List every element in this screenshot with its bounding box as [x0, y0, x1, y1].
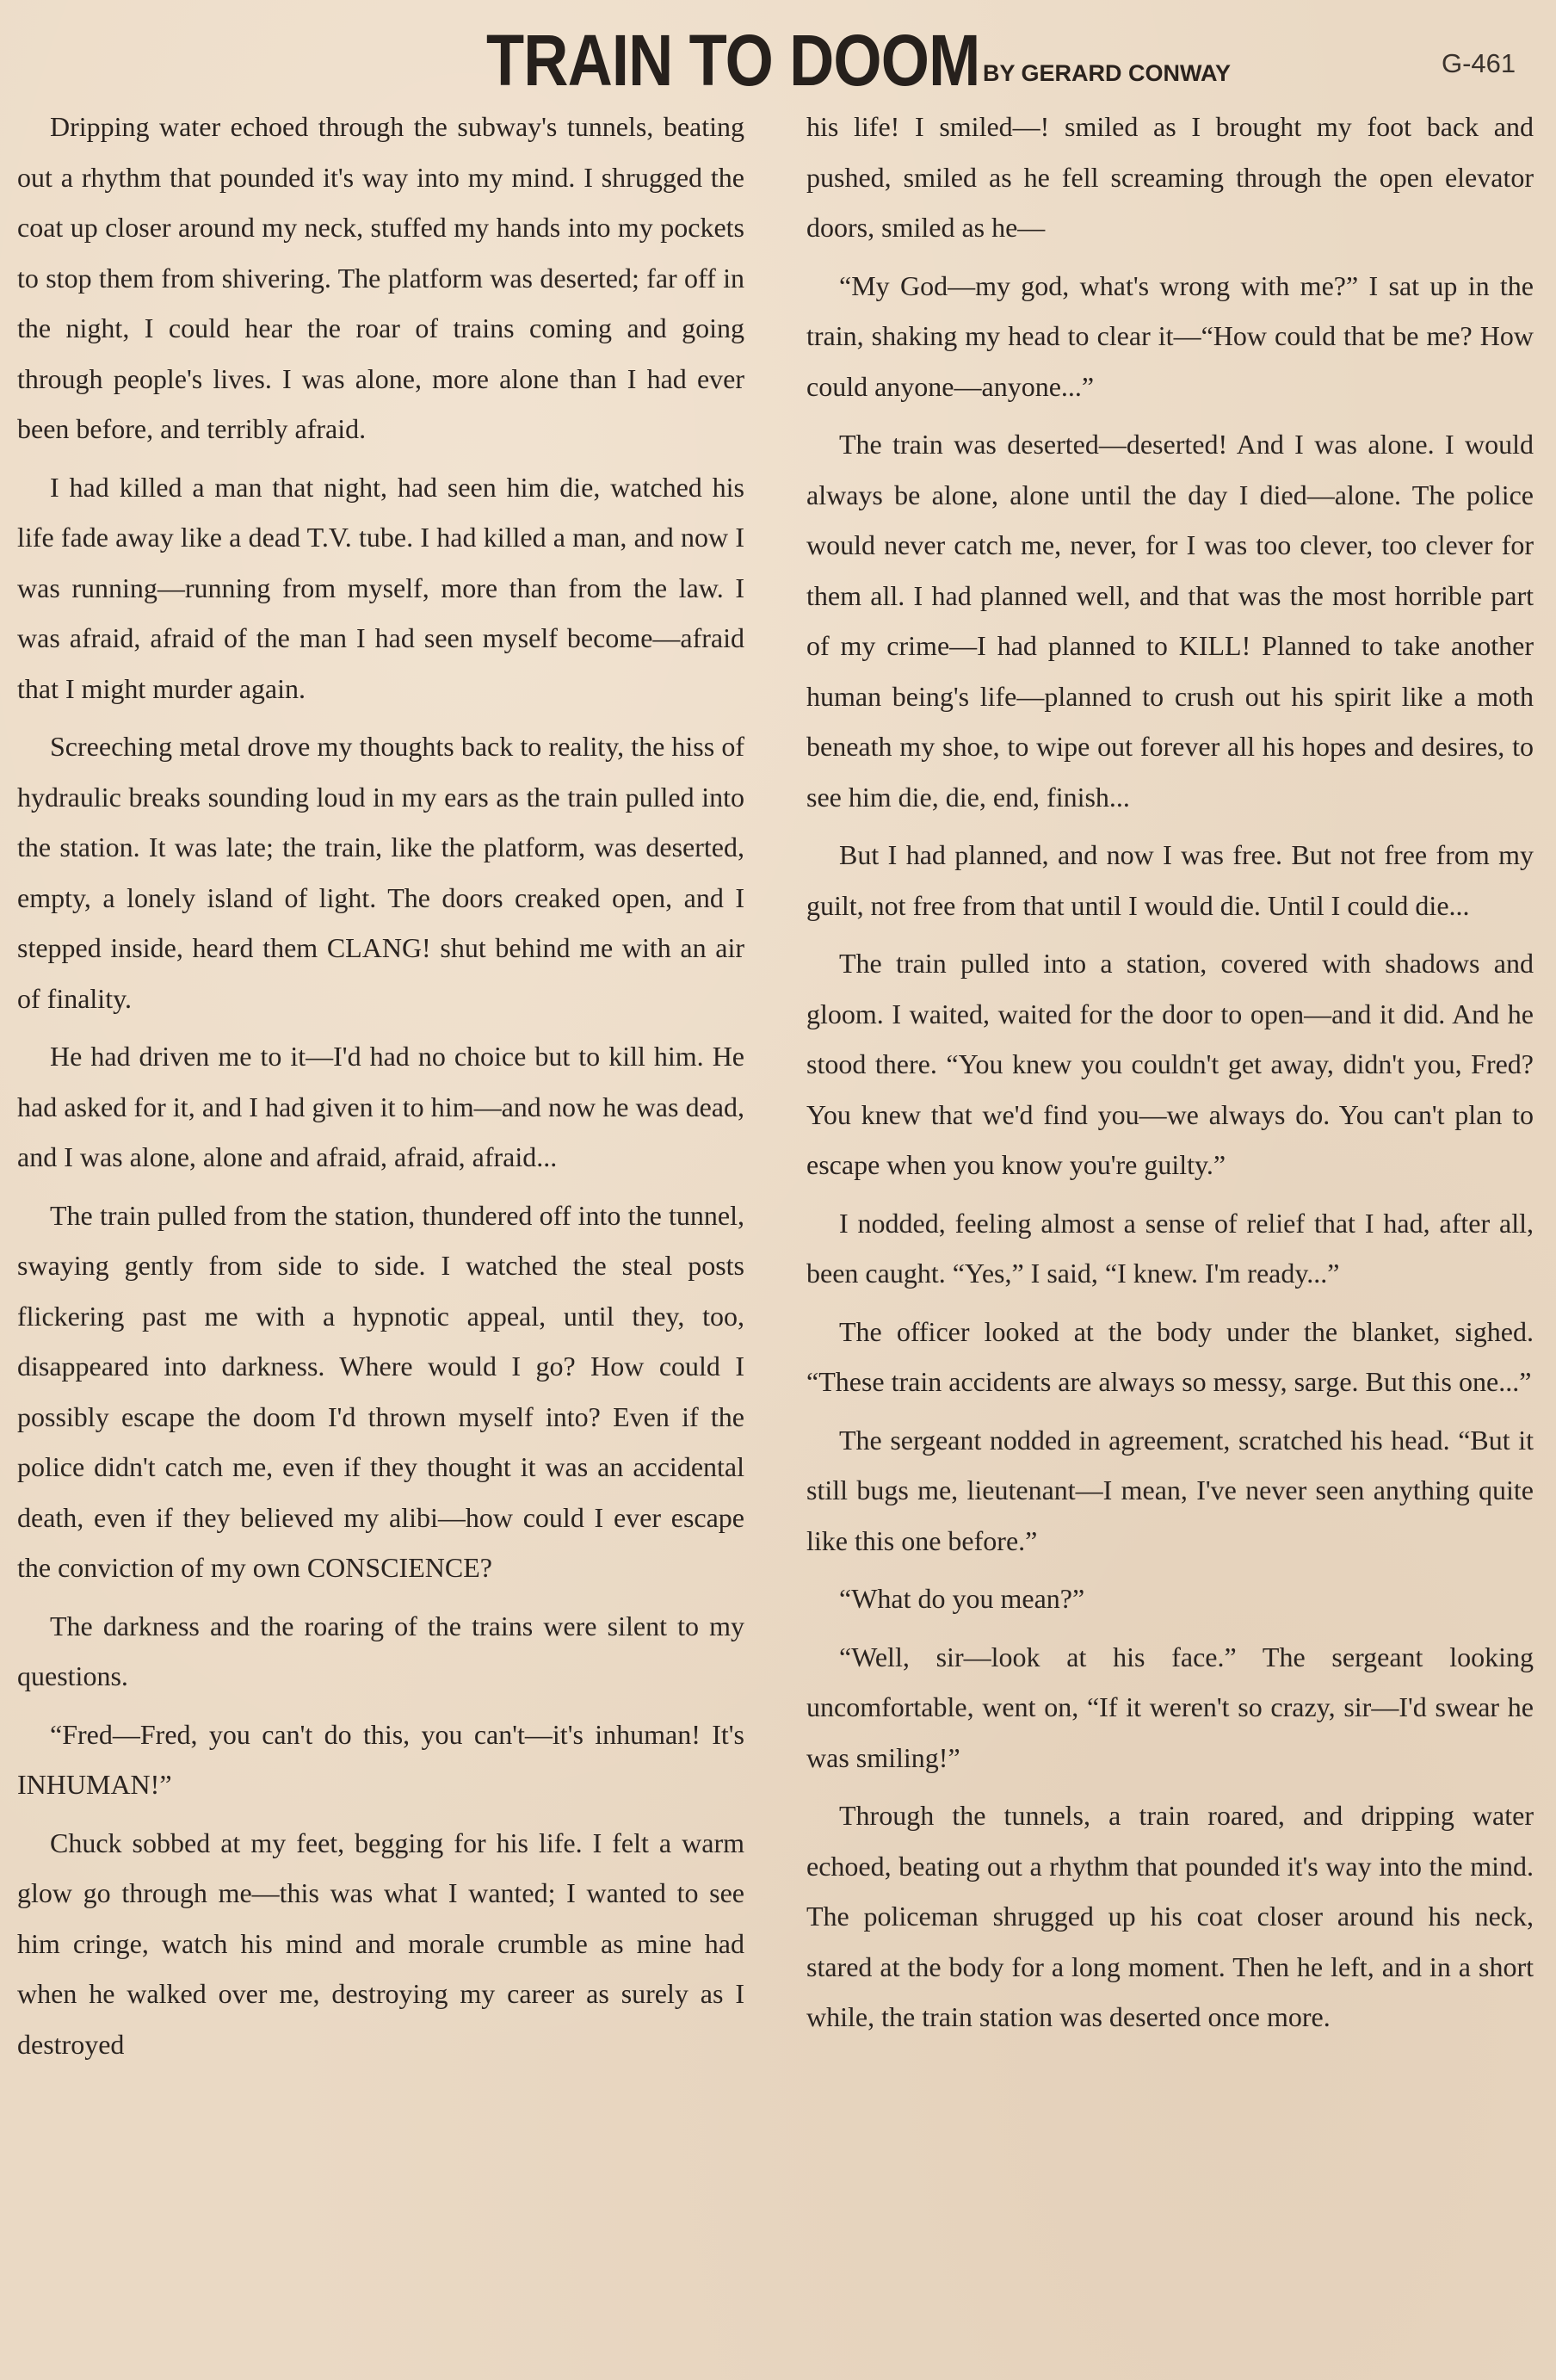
paragraph: The train pulled from the station, thundered off into the tunnel, swaying gently from side to side. I watched the steal posts flickering past me with a hypnotic appeal, until they, too, disappeared into darkness. Where would I go? How could I possibly escape the doom I'd thrown myself into? Even if the police didn't catch me, even if they thought it was an accidental death, even if they believed my alibi—how could I ever escape the conviction of my own CONSCIENCE?: [17, 1199, 744, 1583]
story-title: TRAIN TO DOOM: [486, 20, 980, 101]
page-code: G-461: [1442, 48, 1516, 78]
story-header: [0, 17, 1556, 103]
paragraph: Dripping water echoed through the subway's tunnels, beating out a rhythm that pounded it's way into my mind. I shrugged the coat up closer around my neck, stuffed my hands into my pockets to stop them from shivering. The platform was deserted; far off in the night, I could hear the roar of trains coming and going through people's lives. I was alone, more alone than I had ever been before, and terribly afraid.: [17, 111, 744, 444]
paragraph: The sergeant nodded in agreement, scratched his head. “But it still bugs me, lieutenant—I mean, I've never seen anything quite like this one before.”: [806, 1424, 1534, 1556]
author-byline: BY GERARD CONWAY: [983, 60, 1232, 86]
paragraph: He had driven me to it—I'd had no choice but to kill him. He had asked for it, and I had given it to him—and now he was dead, and I was alone, alone and afraid, afraid, afraid...: [17, 1041, 744, 1172]
paragraph: The darkness and the roaring of the trains were silent to my questions.: [17, 1610, 744, 1691]
paragraph: Screeching metal drove my thoughts back to reality, the hiss of hydraulic breaks sounding loud in my ears as the train pulled into the station. It was late; the train, like the platform, was deserted, empty, a lonely island of light. The doors creaked open, and I stepped inside, heard them CLANG! shut behind me with an air of finality.: [17, 731, 744, 1014]
right-column: [806, 102, 1534, 2050]
left-column: [17, 102, 744, 2077]
paragraph: “Well, sir—look at his face.” The sergeant looking uncomfortable, went on, “If it weren't so crazy, sir—I'd swear he was smiling!”: [806, 1641, 1534, 1773]
paragraph: The train was deserted—deserted! And I was alone. I would always be alone, alone until the day I died—alone. The police would never catch me, never, for I was too clever, too clever for them all. I had planned well, and that was the most horrible part of my crime—I had planned to KILL! Planned to take another human being's life—planned to crush out his spirit like a moth beneath my shoe, to wipe out forever all his hopes and desires, to see him die, die, end, finish...: [806, 429, 1534, 813]
paragraph: Through the tunnels, a train roared, and dripping water echoed, beating out a rhythm that pounded it's way into the mind. The policeman shrugged up his coat closer around his neck, stared at the body for a long moment. Then he left, and in a short while, the train station was deserted once more.: [806, 1800, 1534, 2032]
paragraph: Chuck sobbed at my feet, begging for his life. I felt a warm glow go through me—this was what I wanted; I wanted to see him cringe, watch his mind and morale crumble as mine had when he walked over me, destroying my career as surely as I destroyed: [17, 1827, 744, 2060]
paragraph: “My God—my god, what's wrong with me?” I sat up in the train, shaking my head to clear it—“How could that be me? How could anyone—anyone...”: [806, 269, 1534, 402]
paragraph: I nodded, feeling almost a sense of relief that I had, after all, been caught. “Yes,” I said, “I knew. I'm ready...”: [806, 1207, 1534, 1289]
paragraph: his life! I smiled—! smiled as I brought my foot back and pushed, smiled as he fell screaming through the open elevator doors, smiled as he—: [806, 111, 1534, 243]
paragraph: “What do you mean?”: [839, 1583, 1085, 1614]
paragraph: The train pulled into a station, covered with shadows and gloom. I waited, waited for the door to open—and it did. And he stood there. “You knew you couldn't get away, didn't you, Fred? You knew that we'd find you—we always do. You can't plan to escape when you know you're guilty.”: [806, 948, 1534, 1180]
paragraph: “Fred—Fred, you can't do this, you can't—it's inhuman! It's INHUMAN!”: [17, 1718, 744, 1800]
paragraph: The officer looked at the body under the blanket, sighed. “These train accidents are always so messy, sarge. But this one...”: [806, 1315, 1534, 1397]
paragraph: I had killed a man that night, had seen him die, watched his life fade away like a dead T.V. tube. I had killed a man, and now I was running—running from myself, more than from the law. I was afraid, afraid of the man I had seen myself become—afraid that I might murder again.: [17, 471, 744, 704]
paragraph: But I had planned, and now I was free. But not free from my guilt, not free from that until I would die. Until I could die...: [806, 839, 1534, 921]
